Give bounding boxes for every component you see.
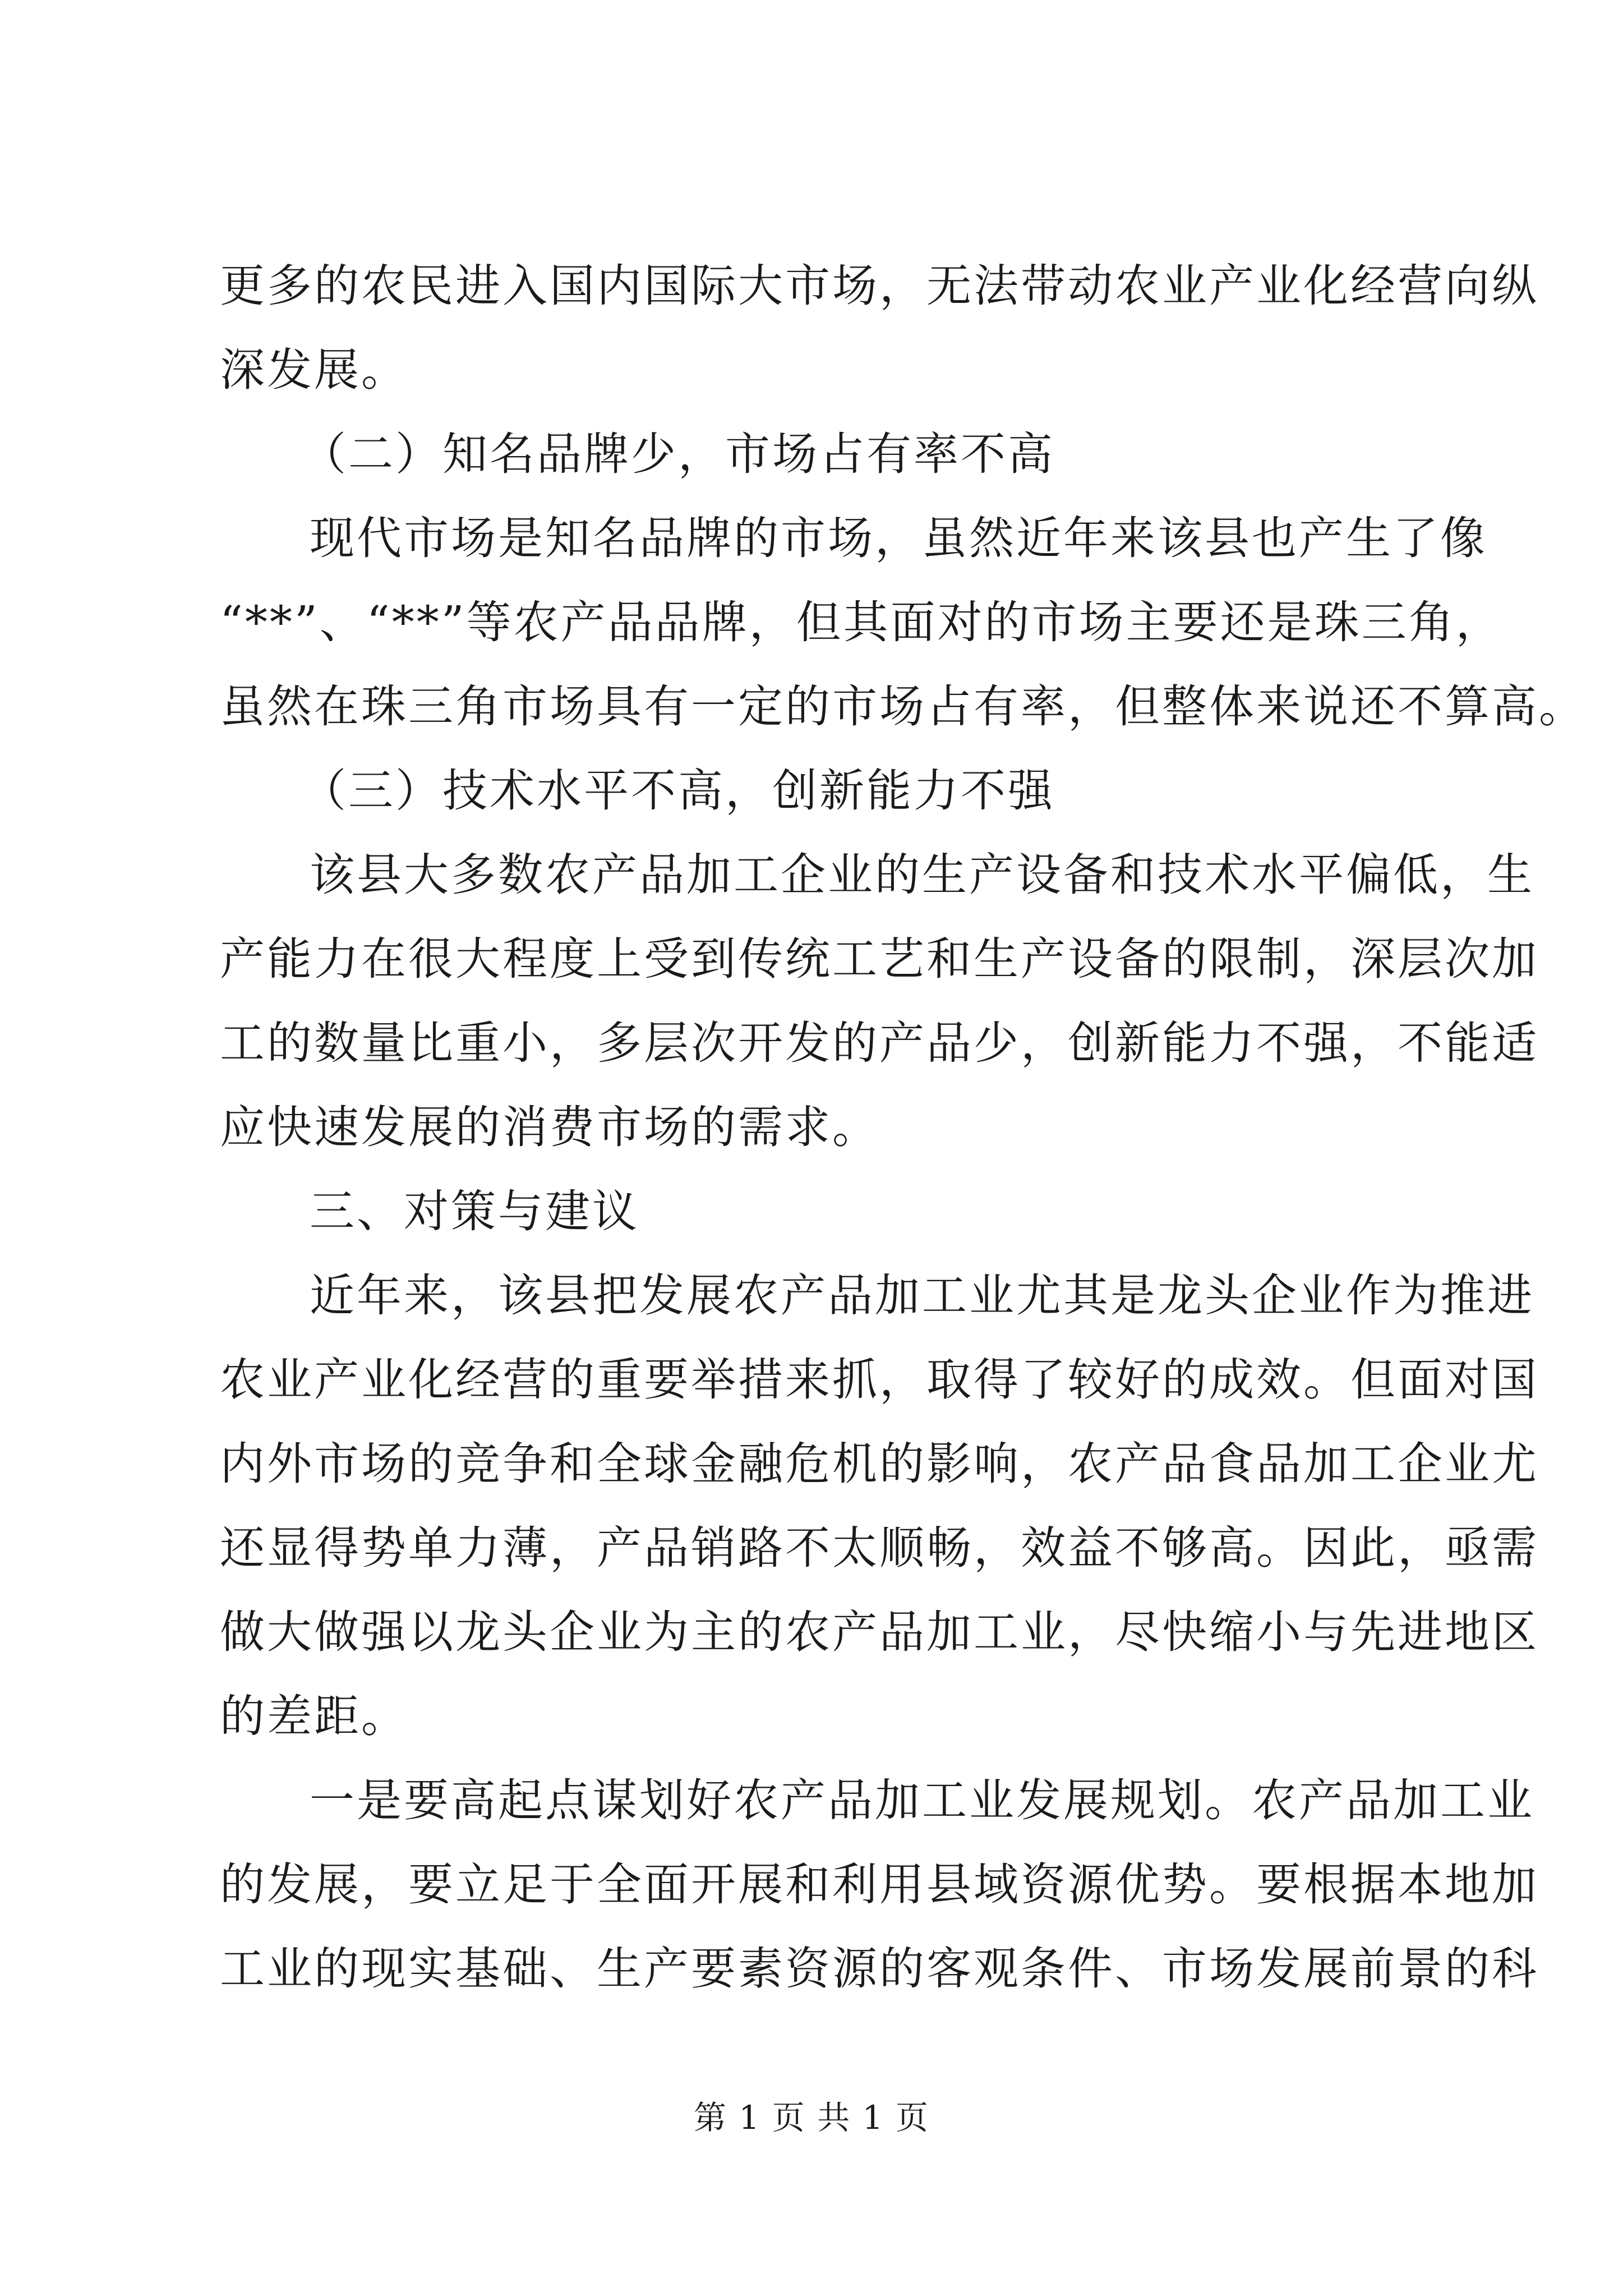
body-line: 农业产业化经营的重要举措来抓，取得了较好的成效。但面对国 — [220, 1354, 1539, 1406]
section-heading: （三）技术水平不高，创新能力不强 — [301, 765, 1055, 817]
body-line: 一是要高起点谋划好农产品加工业发展规划。农产品加工业 — [310, 1774, 1534, 1826]
body-line: 内外市场的竞争和全球金融危机的影响，农产品食品加工企业尤 — [220, 1438, 1539, 1490]
section-heading: 三、对策与建议 — [310, 1185, 639, 1237]
body-line: 工的数量比重小，多层次开发的产品少，创新能力不强，不能适 — [220, 1017, 1539, 1069]
body-line: 工业的现实基础、生产要素资源的客观条件、市场发展前景的科 — [220, 1943, 1539, 1995]
body-line: 虽然在珠三角市场具有一定的市场占有率，但整体来说还不算高。 — [220, 680, 1586, 733]
body-line: 近年来，该县把发展农产品加工业尤其是龙头企业作为推进 — [310, 1269, 1534, 1322]
body-line: 现代市场是知名品牌的市场，虽然近年来该县也产生了像 — [310, 512, 1487, 564]
body-line: 做大做强以龙头企业为主的农产品加工业，尽快缩小与先进地区 — [220, 1606, 1539, 1658]
body-line: 应快速发展的消费市场的需求。 — [220, 1101, 879, 1153]
body-line: 深发展。 — [220, 344, 408, 396]
body-line: 还显得势单力薄，产品销路不太顺畅，效益不够高。因此，亟需 — [220, 1522, 1539, 1574]
section-heading: （二）知名品牌少，市场占有率不高 — [301, 428, 1055, 480]
body-line: 的发展，要立足于全面开展和利用县域资源优势。要根据本地加 — [220, 1858, 1539, 1911]
body-line: 的差距。 — [220, 1690, 408, 1742]
body-line: 更多的农民进入国内国际大市场，无法带动农业产业化经营向纵 — [220, 260, 1539, 312]
body-line: 该县大多数农产品加工企业的生产设备和技术水平偏低，生 — [310, 849, 1534, 901]
body-line: “**”、“**”等农产品品牌，但其面对的市场主要还是珠三角， — [220, 596, 1503, 648]
page-footer: 第 1 页 共 1 页 — [694, 2099, 929, 2137]
body-line: 产能力在很大程度上受到传统工艺和生产设备的限制，深层次加 — [220, 933, 1539, 985]
